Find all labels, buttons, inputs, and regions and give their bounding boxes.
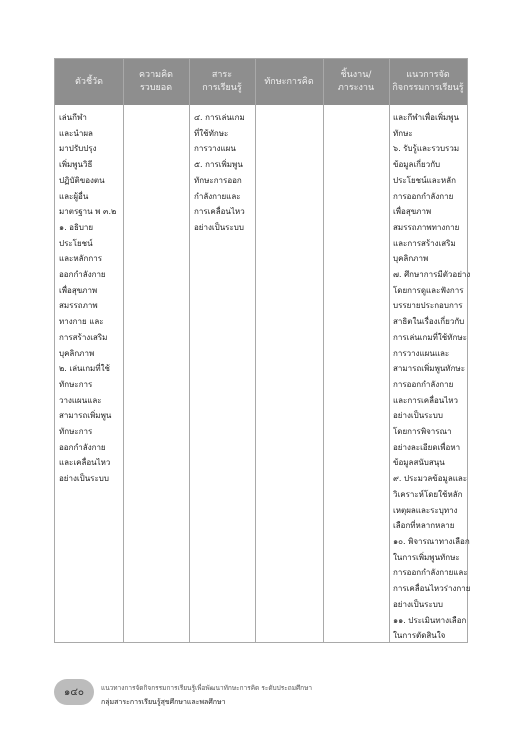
column-divider bbox=[189, 59, 190, 642]
header-thinking-skill bbox=[255, 59, 323, 105]
header-text: แนวการจัด bbox=[406, 70, 450, 80]
indicator-line: ทักษะการ bbox=[59, 427, 93, 437]
indicator-line: ทักษะการ bbox=[59, 379, 93, 389]
curriculum-table bbox=[54, 58, 471, 643]
header-text: กิจกรรมการเรียนรู้ bbox=[392, 83, 464, 93]
activity-line: เพื่อสุขภาพ bbox=[393, 207, 432, 217]
activity-line: การเล่นเกมที่ใช้ทักษะ bbox=[393, 332, 467, 342]
activity-line: ๖. รับรู้และรวบรวม bbox=[393, 144, 460, 154]
header-content bbox=[189, 59, 255, 105]
activity-line: การออกกำลังกายและ bbox=[393, 568, 468, 578]
indicator-line: ประโยชน์ bbox=[59, 238, 93, 248]
indicator-line: เพื่อสุขภาพ bbox=[59, 285, 98, 295]
column-divider bbox=[389, 59, 390, 642]
activity-line: และการเคลื่อนไหว bbox=[393, 395, 459, 405]
activity-line: ๗. ศึกษาการมีตัวอย่าง bbox=[393, 270, 471, 280]
indicator-line: ปฏิบัติของตน bbox=[59, 175, 105, 185]
activity-line: ประโยชน์และหลัก bbox=[393, 175, 456, 185]
activity-line: เลือกที่หลากหลาย bbox=[393, 521, 455, 531]
header-indicator bbox=[55, 59, 123, 105]
activity-line: สาธิตในเรื่องเกี่ยวกับ bbox=[393, 317, 465, 327]
header-text: ตัวชี้วัด bbox=[75, 76, 103, 87]
column-divider bbox=[323, 59, 324, 642]
indicator-line: เล่นกีฬา bbox=[59, 113, 87, 122]
indicator-line: มาตรฐาน พ ๓.๒ bbox=[59, 207, 117, 217]
content-line: ทักษะการออก bbox=[194, 175, 242, 185]
page-number-badge bbox=[54, 679, 94, 705]
header-text: ความคิด bbox=[139, 70, 173, 80]
content-line: อย่างเป็นระบบ bbox=[194, 222, 244, 232]
indicator-line: ๒. เล่นเกมที่ใช้ bbox=[59, 364, 110, 374]
column-divider bbox=[255, 59, 256, 642]
activity-line: การออกกำลังกาย bbox=[393, 191, 454, 201]
indicator-line: วางแผนและ bbox=[59, 395, 102, 405]
content-line: ๕. การเพิ่มพูน bbox=[194, 160, 243, 170]
header-text: ชิ้นงาน/ bbox=[340, 70, 372, 80]
activity-line: การออกกำลังกาย bbox=[393, 379, 454, 389]
indicator-column bbox=[59, 110, 116, 487]
header-text: สาระ bbox=[211, 70, 233, 80]
activity-line: โดยการพิจารณา bbox=[393, 427, 452, 437]
indicator-line: และเคลื่อนไหว bbox=[59, 458, 111, 468]
activity-line: ในการเพิ่มพูนทักษะ bbox=[393, 552, 460, 562]
footer-subject: กลุ่มสาระการเรียนรู้สุขศึกษาและพลศึกษา bbox=[101, 698, 226, 706]
header-text: การเรียนรู้ bbox=[202, 83, 242, 93]
activity-line: สมรรถภาพทางกาย bbox=[393, 222, 460, 232]
activity-line: ข้อมูลสนับสนุน bbox=[393, 458, 445, 468]
activity-line: อย่างละเอียดเพื่อหา bbox=[393, 442, 461, 452]
activity-line: อย่างเป็นระบบ bbox=[393, 599, 443, 609]
activity-line: บรรยายประกอบการ bbox=[393, 301, 463, 311]
activity-line: บุคลิกภาพ bbox=[393, 254, 429, 264]
header-task bbox=[323, 59, 389, 105]
activity-line: ๑๐. พิจารณาทางเลือก bbox=[393, 536, 470, 546]
activity-line: ๑๑. ประเมินทางเลือก bbox=[393, 615, 467, 625]
indicator-line: ทางกาย และ bbox=[59, 317, 104, 327]
header-text: ภาระงาน bbox=[337, 83, 375, 93]
column-divider bbox=[123, 59, 124, 642]
indicator-line: เพิ่มพูนวิธี bbox=[59, 160, 93, 170]
indicator-line: ออกกำลังกาย bbox=[59, 270, 106, 280]
footer-book-title: แนวทางการจัดกิจกรรมการเรียนรู้เพื่อพัฒนาทักษะการคิด ระดับประถมศึกษา bbox=[101, 684, 312, 692]
indicator-line: และผู้อื่น bbox=[59, 191, 89, 201]
activity-line: และกีฬาเพื่อเพิ่มพูน bbox=[393, 113, 459, 122]
indicator-line: ๑. อธิบาย bbox=[59, 222, 94, 232]
activity-line: อย่างเป็นระบบ bbox=[393, 411, 443, 421]
header-concept bbox=[123, 59, 189, 105]
indicator-line: บุคลิกภาพ bbox=[59, 348, 95, 358]
activity-line: และการสร้างเสริม bbox=[393, 238, 456, 248]
activity-line: ข้อมูลเกี่ยวกับ bbox=[393, 160, 441, 170]
activity-line: เหตุผลและระบุทาง bbox=[393, 505, 458, 515]
activity-line: ทักษะ bbox=[393, 128, 413, 138]
indicator-line: สมรรถภาพ bbox=[59, 301, 98, 311]
content-column bbox=[194, 110, 245, 236]
content-line: การเคลื่อนไหว bbox=[194, 207, 245, 217]
header-activity bbox=[389, 59, 467, 105]
content-line: ๔. การเล่นเกม bbox=[194, 113, 245, 122]
header-text: ทักษะการคิด bbox=[264, 76, 314, 87]
content-line: ที่ใช้ทักษะ bbox=[194, 128, 229, 138]
page-number: ๑๔๐ bbox=[63, 686, 85, 698]
activity-column bbox=[393, 110, 470, 644]
activity-line: ในการตัดสินใจ bbox=[393, 631, 446, 641]
activity-line: สามารถเพิ่มพูนทักษะ bbox=[393, 364, 465, 374]
indicator-line: สามารถเพิ่มพูน bbox=[59, 411, 112, 421]
activity-line: วิเคราะห์โดยใช้หลัก bbox=[393, 489, 463, 499]
activity-line: การวางแผนและ bbox=[393, 348, 450, 358]
content-line: การวางแผน bbox=[194, 144, 236, 154]
indicator-line: อย่างเป็นระบบ bbox=[59, 474, 109, 484]
indicator-line: มาปรับปรุง bbox=[59, 144, 97, 154]
activity-line: การเคลื่อนไหวร่างกาย bbox=[393, 584, 471, 594]
header-text: รวบยอด bbox=[139, 83, 173, 93]
indicator-line: และนำผล bbox=[59, 128, 93, 138]
indicator-line: ออกกำลังกาย bbox=[59, 442, 106, 452]
indicator-line: และหลักการ bbox=[59, 254, 103, 264]
activity-line: ๙. ประมวลข้อมูลและ bbox=[393, 474, 468, 484]
activity-line: โดยการดูและฟังการ bbox=[393, 285, 464, 295]
content-line: กำลังกายและ bbox=[194, 191, 241, 201]
indicator-line: การสร้างเสริม bbox=[59, 332, 108, 342]
